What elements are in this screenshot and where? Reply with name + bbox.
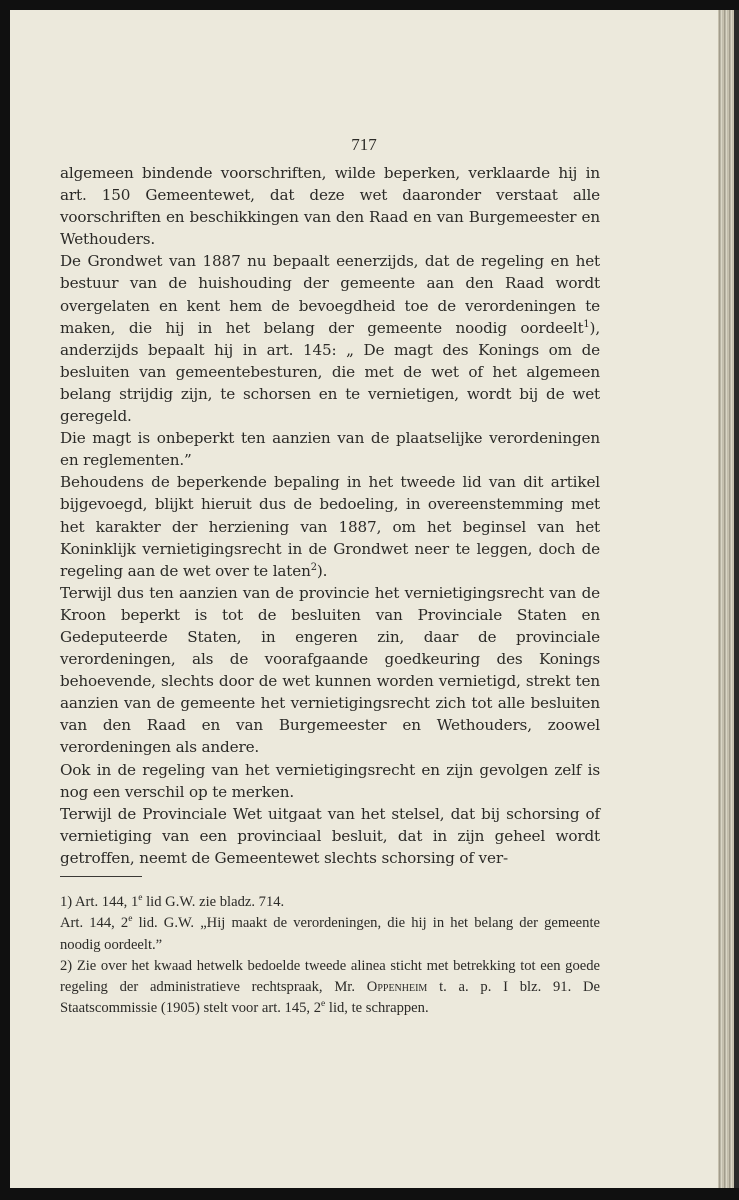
main-text xyxy=(60,162,600,869)
footnote-1-continued xyxy=(60,913,600,956)
footnote-marker: 1) xyxy=(60,894,73,910)
footnote-text: lid G.W. zie bladz. 714. xyxy=(142,894,285,910)
paragraph-6 xyxy=(60,759,600,803)
superscript: e xyxy=(321,999,326,1010)
paragraph-text: ), anderzijds bepaalt hij in art. 145: „ De magt des Konings om de besluiten van gemeentebesturen, die met de wet of het algemeen belang strijdig zijn, te schorsen en te vernietigen, wordt bij de wet geregeld. xyxy=(60,318,600,426)
page-number: 717 xyxy=(351,135,377,154)
footnote-text: lid, te schrappen. xyxy=(325,1000,429,1017)
paragraph-5 xyxy=(60,582,600,759)
paragraph-text: De Grondwet van 1887 nu bepaalt eenerzijds, dat de regeling en het bestuur van de huishouding der gemeente aan den Raad wordt overgelaten en kent hem de bevoegdheid toe de verordeningen te maken, die hij in het belang der gemeente noodig oordeelt xyxy=(60,252,600,337)
footnote-text: Art. 144, 1 xyxy=(75,894,139,910)
paragraph-4 xyxy=(60,471,600,581)
author-name: Oppenheim xyxy=(366,979,428,996)
footnote-ref-1: 1 xyxy=(583,318,590,330)
footnotes xyxy=(60,892,600,1020)
footnote-text: Zie over het kwaad hetwelk bedoelde tweede alinea sticht met betrekking tot een goede regeling der administratieve rechtspraak, Mr. xyxy=(60,957,600,996)
footnote-marker: 2) xyxy=(60,957,73,974)
paragraph-7 xyxy=(60,803,600,869)
paragraph-text: Ook in de regeling van het vernietigingsrecht en zijn gevolgen zelf is nog een verschil op te merken. xyxy=(60,760,600,801)
footnote-text: t. a. p. I blz. 91. De Staatscommissie (1905) stelt voor art. 145, 2 xyxy=(60,979,600,1017)
paragraph-text: Terwijl de Provinciale Wet uitgaat van het stelsel, dat bij schorsing of vernietiging van een provinciaal besluit, dat in zijn geheel wordt getroffen, neemt de Gemeentewet slechts schorsing of ver- xyxy=(60,804,600,867)
footnote-text: Art. 144, 2 xyxy=(60,915,129,932)
paragraph-3 xyxy=(60,427,600,471)
paragraph-text: Behoudens de beperkende bepaling in het tweede lid van dit artikel bijgevoegd, blijkt hieruit dus de bedoeling, in overeenstemming met het karakter der herziening van 1887, om het beginsel van het Koninklijk vernietigingsrecht in de Grondwet neer te leggen, doch de regeling aan de wet over te laten xyxy=(60,473,600,580)
superscript: e xyxy=(128,914,133,925)
paragraph-text: Terwijl dus ten aanzien van de provincie het vernietigingsrecht van de Kroon beperkt is tot de besluiten van Provinciale Staten en Gedeputeerde Staten, in engeren zin, daar de provinciale verordeningen, als de voorafgaande goedkeuring des Konings behoevende, slechts door de wet kunnen worden vernietigd, strekt ten aanzien van de gemeente het vernietigingsrecht zich tot alle besluiten van den Raad en van Burgemeester en Wethouders, zoowel verordeningen als andere. xyxy=(60,583,600,757)
paragraph-text: ). xyxy=(316,561,328,580)
footnote-1 xyxy=(60,892,600,913)
paragraph-text: algemeen bindende voorschriften, wilde beperken, verklaarde hij in art. 150 Gemeentewet, dat deze wet daaronder verstaat alle voorschriften en beschikkingen van den Raad en van Burgemeester en Wethouders. xyxy=(60,164,600,249)
footnote-divider xyxy=(60,876,142,877)
paragraph-text: Die magt is onbeperkt ten aanzien van de plaatselijke verordeningen en reglementen.” xyxy=(60,429,600,470)
paragraph-2 xyxy=(60,250,600,427)
footnote-2 xyxy=(60,956,600,1020)
footnote-ref-2: 2 xyxy=(310,561,317,573)
paragraph-1 xyxy=(60,162,600,250)
footnote-text: lid. G.W. „Hij maakt de verordeningen, die hij in het belang der gemeente noodig oordeelt.” xyxy=(60,915,600,953)
scan-border xyxy=(734,10,739,1188)
superscript: e xyxy=(138,893,143,904)
book-page xyxy=(10,10,718,1188)
